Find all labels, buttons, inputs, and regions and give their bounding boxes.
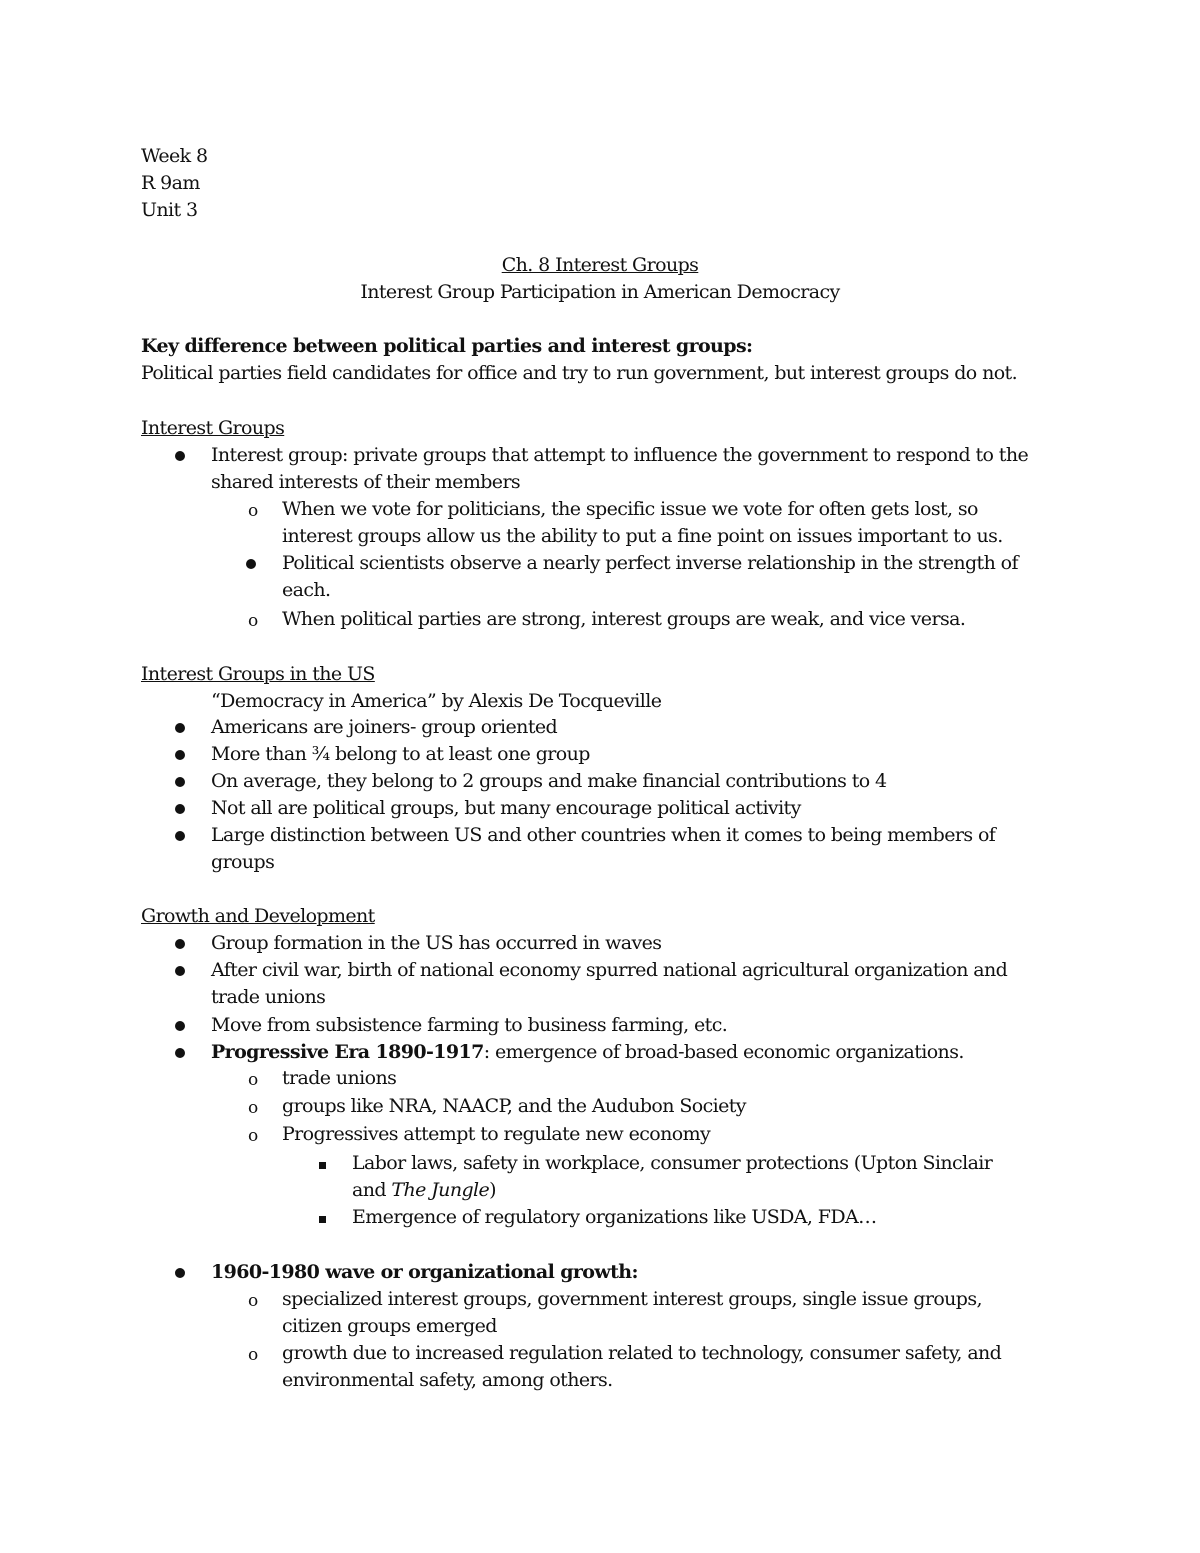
progressive-era-label: Progressive Era 1890-1917 [211, 1041, 484, 1063]
list-item-text: groups like NRA, NAACP, and the Audubon Society [282, 1095, 746, 1117]
list-item-text: groups [211, 851, 275, 873]
section-heading-interest-groups: Interest Groups [141, 417, 285, 439]
list-item-text: On average, they belong to 2 groups and make financial contributions to 4 [211, 770, 887, 792]
list-item-jungle [352, 1177, 496, 1204]
bullet-disc [175, 822, 185, 849]
bullet-circle: o [248, 1070, 259, 1090]
bullet-disc [175, 741, 185, 768]
jungle-prefix: and [352, 1179, 392, 1201]
list-item-text: Group formation in the US has occurred in waves [211, 932, 662, 954]
list-item-text: Interest group: private groups that attempt to influence the government to respond to the [211, 444, 1029, 466]
bullet-disc [175, 714, 185, 741]
bullet-circle: o [248, 1345, 259, 1365]
section-heading-interest-groups-us: Interest Groups in the US [141, 663, 375, 685]
list-item-text: Political scientists observe a nearly perfect inverse relationship in the strength of [282, 552, 1018, 574]
list-item-text: After civil war, birth of national economy spurred national agricultural organization and [211, 959, 1008, 981]
progressive-era-text: : emergence of broad-based economic organizations. [483, 1041, 964, 1063]
list-item-text: When political parties are strong, interest groups are weak, and vice versa. [282, 608, 966, 630]
header-unit: Unit 3 [141, 199, 198, 221]
bullet-disc [175, 768, 185, 795]
bullet-square [319, 1204, 326, 1231]
jungle-title: The Jungle [391, 1179, 490, 1201]
list-item-text: citizen groups emerged [282, 1315, 497, 1337]
bullet-square [319, 1150, 326, 1177]
header-time: R 9am [141, 172, 200, 194]
bullet-disc [175, 1259, 185, 1286]
bullet-disc [175, 1039, 185, 1066]
list-item-text: Move from subsistence farming to business farming, etc. [211, 1014, 728, 1036]
list-item-text: More than ¾ belong to at least one group [211, 743, 590, 765]
key-difference-heading: Key difference between political parties and interest groups: [141, 335, 753, 357]
bullet-disc [175, 1012, 185, 1039]
bullet-circle: o [248, 501, 259, 521]
list-item-text: Large distinction between US and other countries when it comes to being members of [211, 824, 996, 846]
bullet-disc [246, 550, 256, 577]
bullet-circle: o [248, 1098, 259, 1118]
quote-line: “Democracy in America” by Alexis De Tocqueville [211, 690, 662, 712]
header-week: Week 8 [141, 145, 208, 167]
key-difference-text: Political parties field candidates for office and try to run government, but interest groups do not. [141, 362, 1018, 384]
chapter-subtitle: Interest Group Participation in American Democracy [360, 281, 840, 303]
bullet-disc [175, 795, 185, 822]
bullet-circle: o [248, 1126, 259, 1146]
list-item-wave-heading: 1960-1980 wave or organizational growth: [211, 1261, 638, 1283]
list-item-text: trade unions [211, 986, 326, 1008]
list-item-text: Not all are political groups, but many encourage political activity [211, 797, 801, 819]
bullet-disc [175, 442, 185, 469]
list-item-text: Emergence of regulatory organizations like USDA, FDA… [352, 1206, 877, 1228]
list-item-text: When we vote for politicians, the specific issue we vote for often gets lost, so [282, 498, 978, 520]
list-item-text: specialized interest groups, government interest groups, single issue groups, [282, 1288, 982, 1310]
list-item-text: growth due to increased regulation related to technology, consumer safety, and [282, 1342, 1002, 1364]
bullet-disc [175, 930, 185, 957]
list-item-text: shared interests of their members [211, 471, 521, 493]
list-item-text: Labor laws, safety in workplace, consumer protections (Upton Sinclair [352, 1152, 993, 1174]
list-item-text: interest groups allow us the ability to put a fine point on issues important to us. [282, 525, 1003, 547]
section-heading-growth: Growth and Development [141, 905, 375, 927]
list-item-progressive-era [211, 1039, 964, 1066]
list-item-text: environmental safety, among others. [282, 1369, 613, 1391]
list-item-text: Progressives attempt to regulate new economy [282, 1123, 711, 1145]
chapter-title: Ch. 8 Interest Groups [501, 254, 699, 276]
jungle-suffix: ) [489, 1179, 496, 1201]
bullet-circle: o [248, 611, 259, 631]
list-item-text: each. [282, 579, 331, 601]
bullet-disc [175, 957, 185, 984]
bullet-circle: o [248, 1291, 259, 1311]
list-item-text: Americans are joiners- group oriented [211, 716, 558, 738]
list-item-text: trade unions [282, 1067, 397, 1089]
